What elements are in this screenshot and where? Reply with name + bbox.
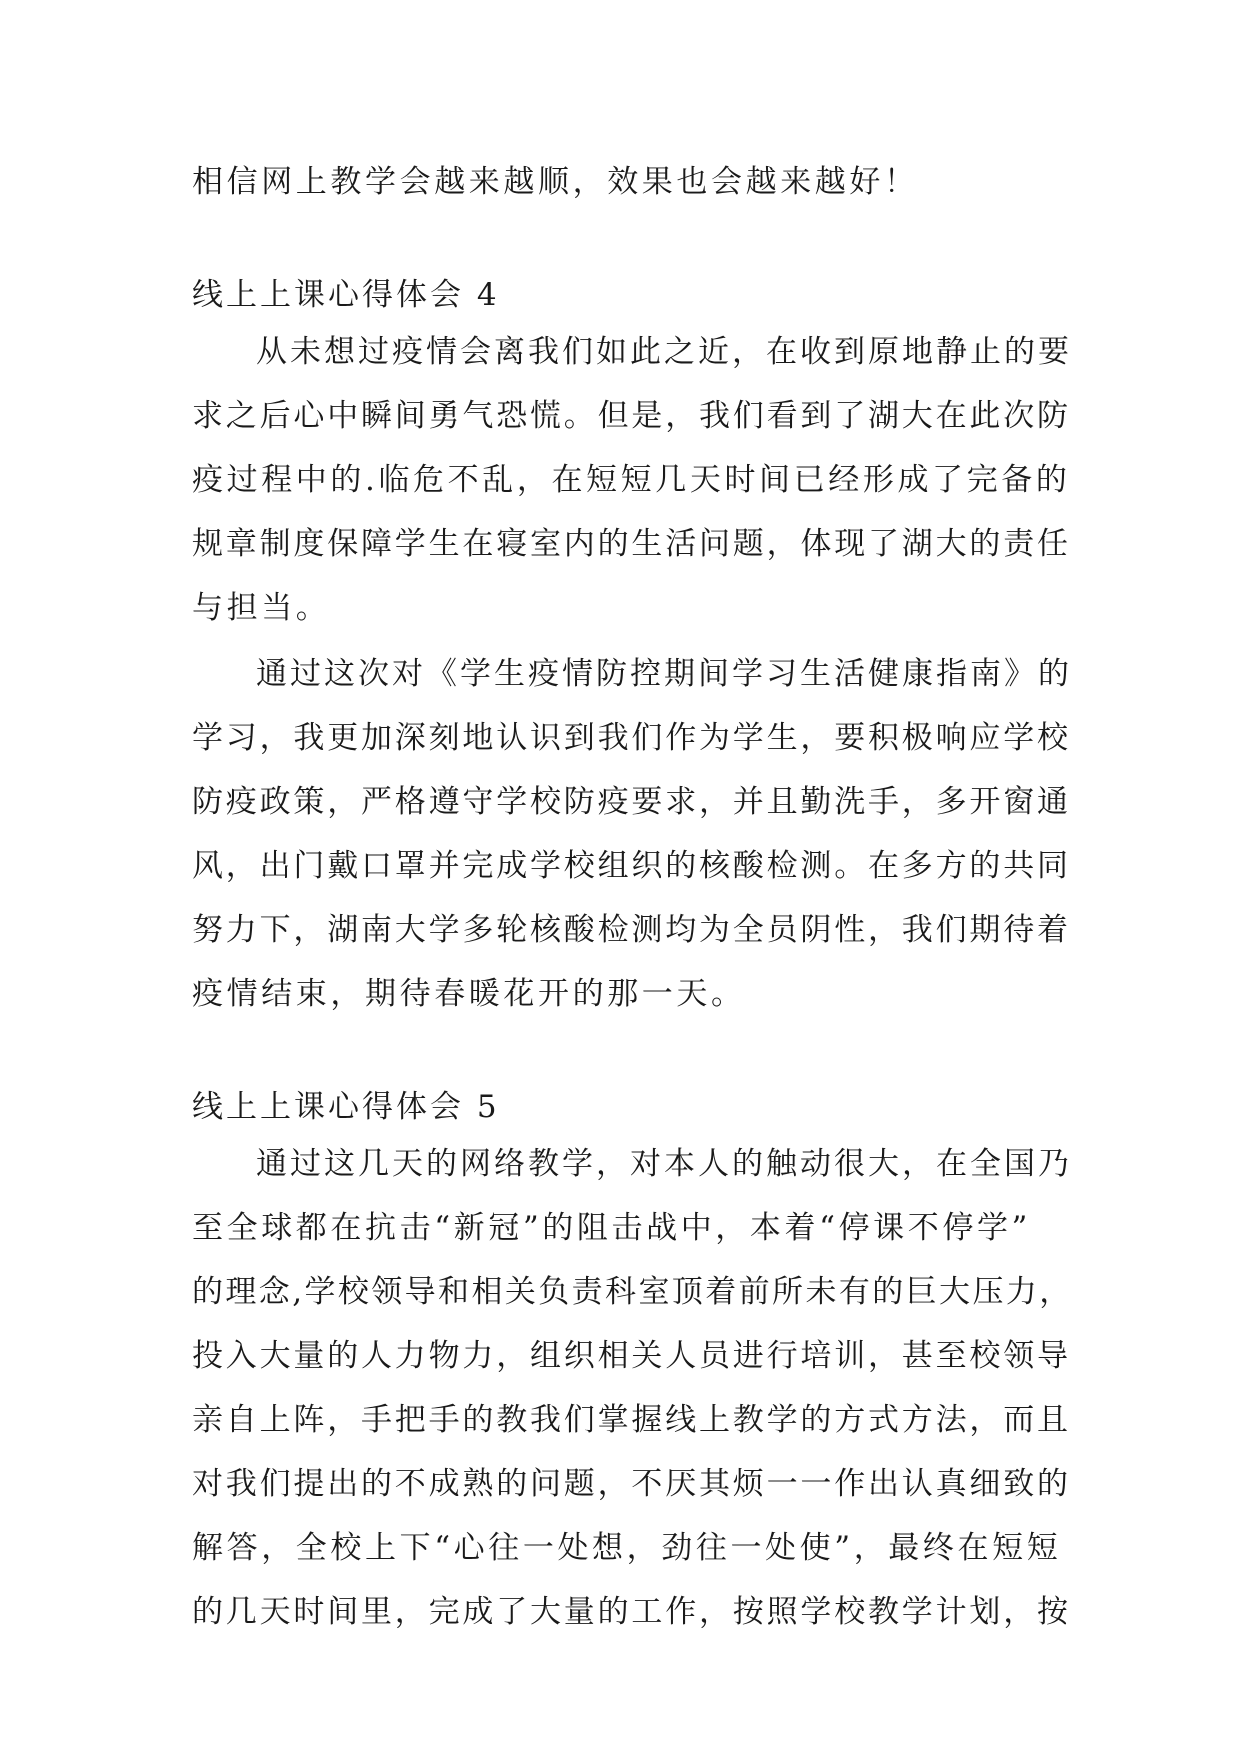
s5-p1-line-8: 的几天时间里，完成了大量的工作，按照学校教学计划，按 <box>192 1594 1071 1630</box>
s4-p2-line-4: 风，出门戴口罩并完成学校组织的核酸检测。在多方的共同 <box>192 848 1071 884</box>
section-5-heading: 线上上课心得体会 5 <box>192 1089 500 1125</box>
s5-p1-line-2: 至全球都在抗击“新冠”的阻击战中，本着“停课不停学” <box>192 1210 1031 1246</box>
s4-p2-line-1: 通过这次对《学生疫情防控期间学习生活健康指南》的 <box>256 656 1072 692</box>
s4-p2-line-3: 防疫政策，严格遵守学校防疫要求，并且勤洗手，多开窗通 <box>192 784 1071 820</box>
s4-p1-line-1: 从未想过疫情会离我们如此之近，在收到原地静止的要 <box>256 334 1072 370</box>
s5-p1-line-7: 解答，全校上下“心往一处想，劲往一处使”，最终在短短 <box>192 1530 1062 1566</box>
section-4-heading: 线上上课心得体会 4 <box>192 277 500 313</box>
s5-p1-line-5: 亲自上阵，手把手的教我们掌握线上教学的方式方法，而且 <box>192 1402 1071 1438</box>
s4-p1-line-5: 与担当。 <box>192 590 331 626</box>
s4-p1-line-4: 规章制度保障学生在寝室内的生活问题，体现了湖大的责任 <box>192 526 1071 562</box>
s5-p1-line-6: 对我们提出的不成熟的问题，不厌其烦一一作出认真细致的 <box>192 1466 1071 1502</box>
s4-p2-line-6: 疫情结束，期待春暖花开的那一天。 <box>192 976 746 1012</box>
s5-p1-line-4: 投入大量的人力物力，组织相关人员进行培训，甚至校领导 <box>192 1338 1071 1374</box>
carryover-line: 相信网上教学会越来越顺，效果也会越来越好！ <box>192 164 919 200</box>
s5-p1-line-3: 的理念,学校领导和相关负责科室顶着前所未有的巨大压力， <box>192 1274 1073 1310</box>
s5-p1-line-1: 通过这几天的网络教学，对本人的触动很大，在全国乃 <box>256 1146 1072 1182</box>
s4-p1-line-3: 疫过程中的.临危不乱，在短短几天时间已经形成了完备的 <box>192 462 1071 498</box>
s4-p2-line-5: 努力下，湖南大学多轮核酸检测均为全员阴性，我们期待着 <box>192 912 1071 948</box>
s4-p2-line-2: 学习，我更加深刻地认识到我们作为学生，要积极响应学校 <box>192 720 1071 756</box>
s4-p1-line-2: 求之后心中瞬间勇气恐慌。但是，我们看到了湖大在此次防 <box>192 398 1071 434</box>
